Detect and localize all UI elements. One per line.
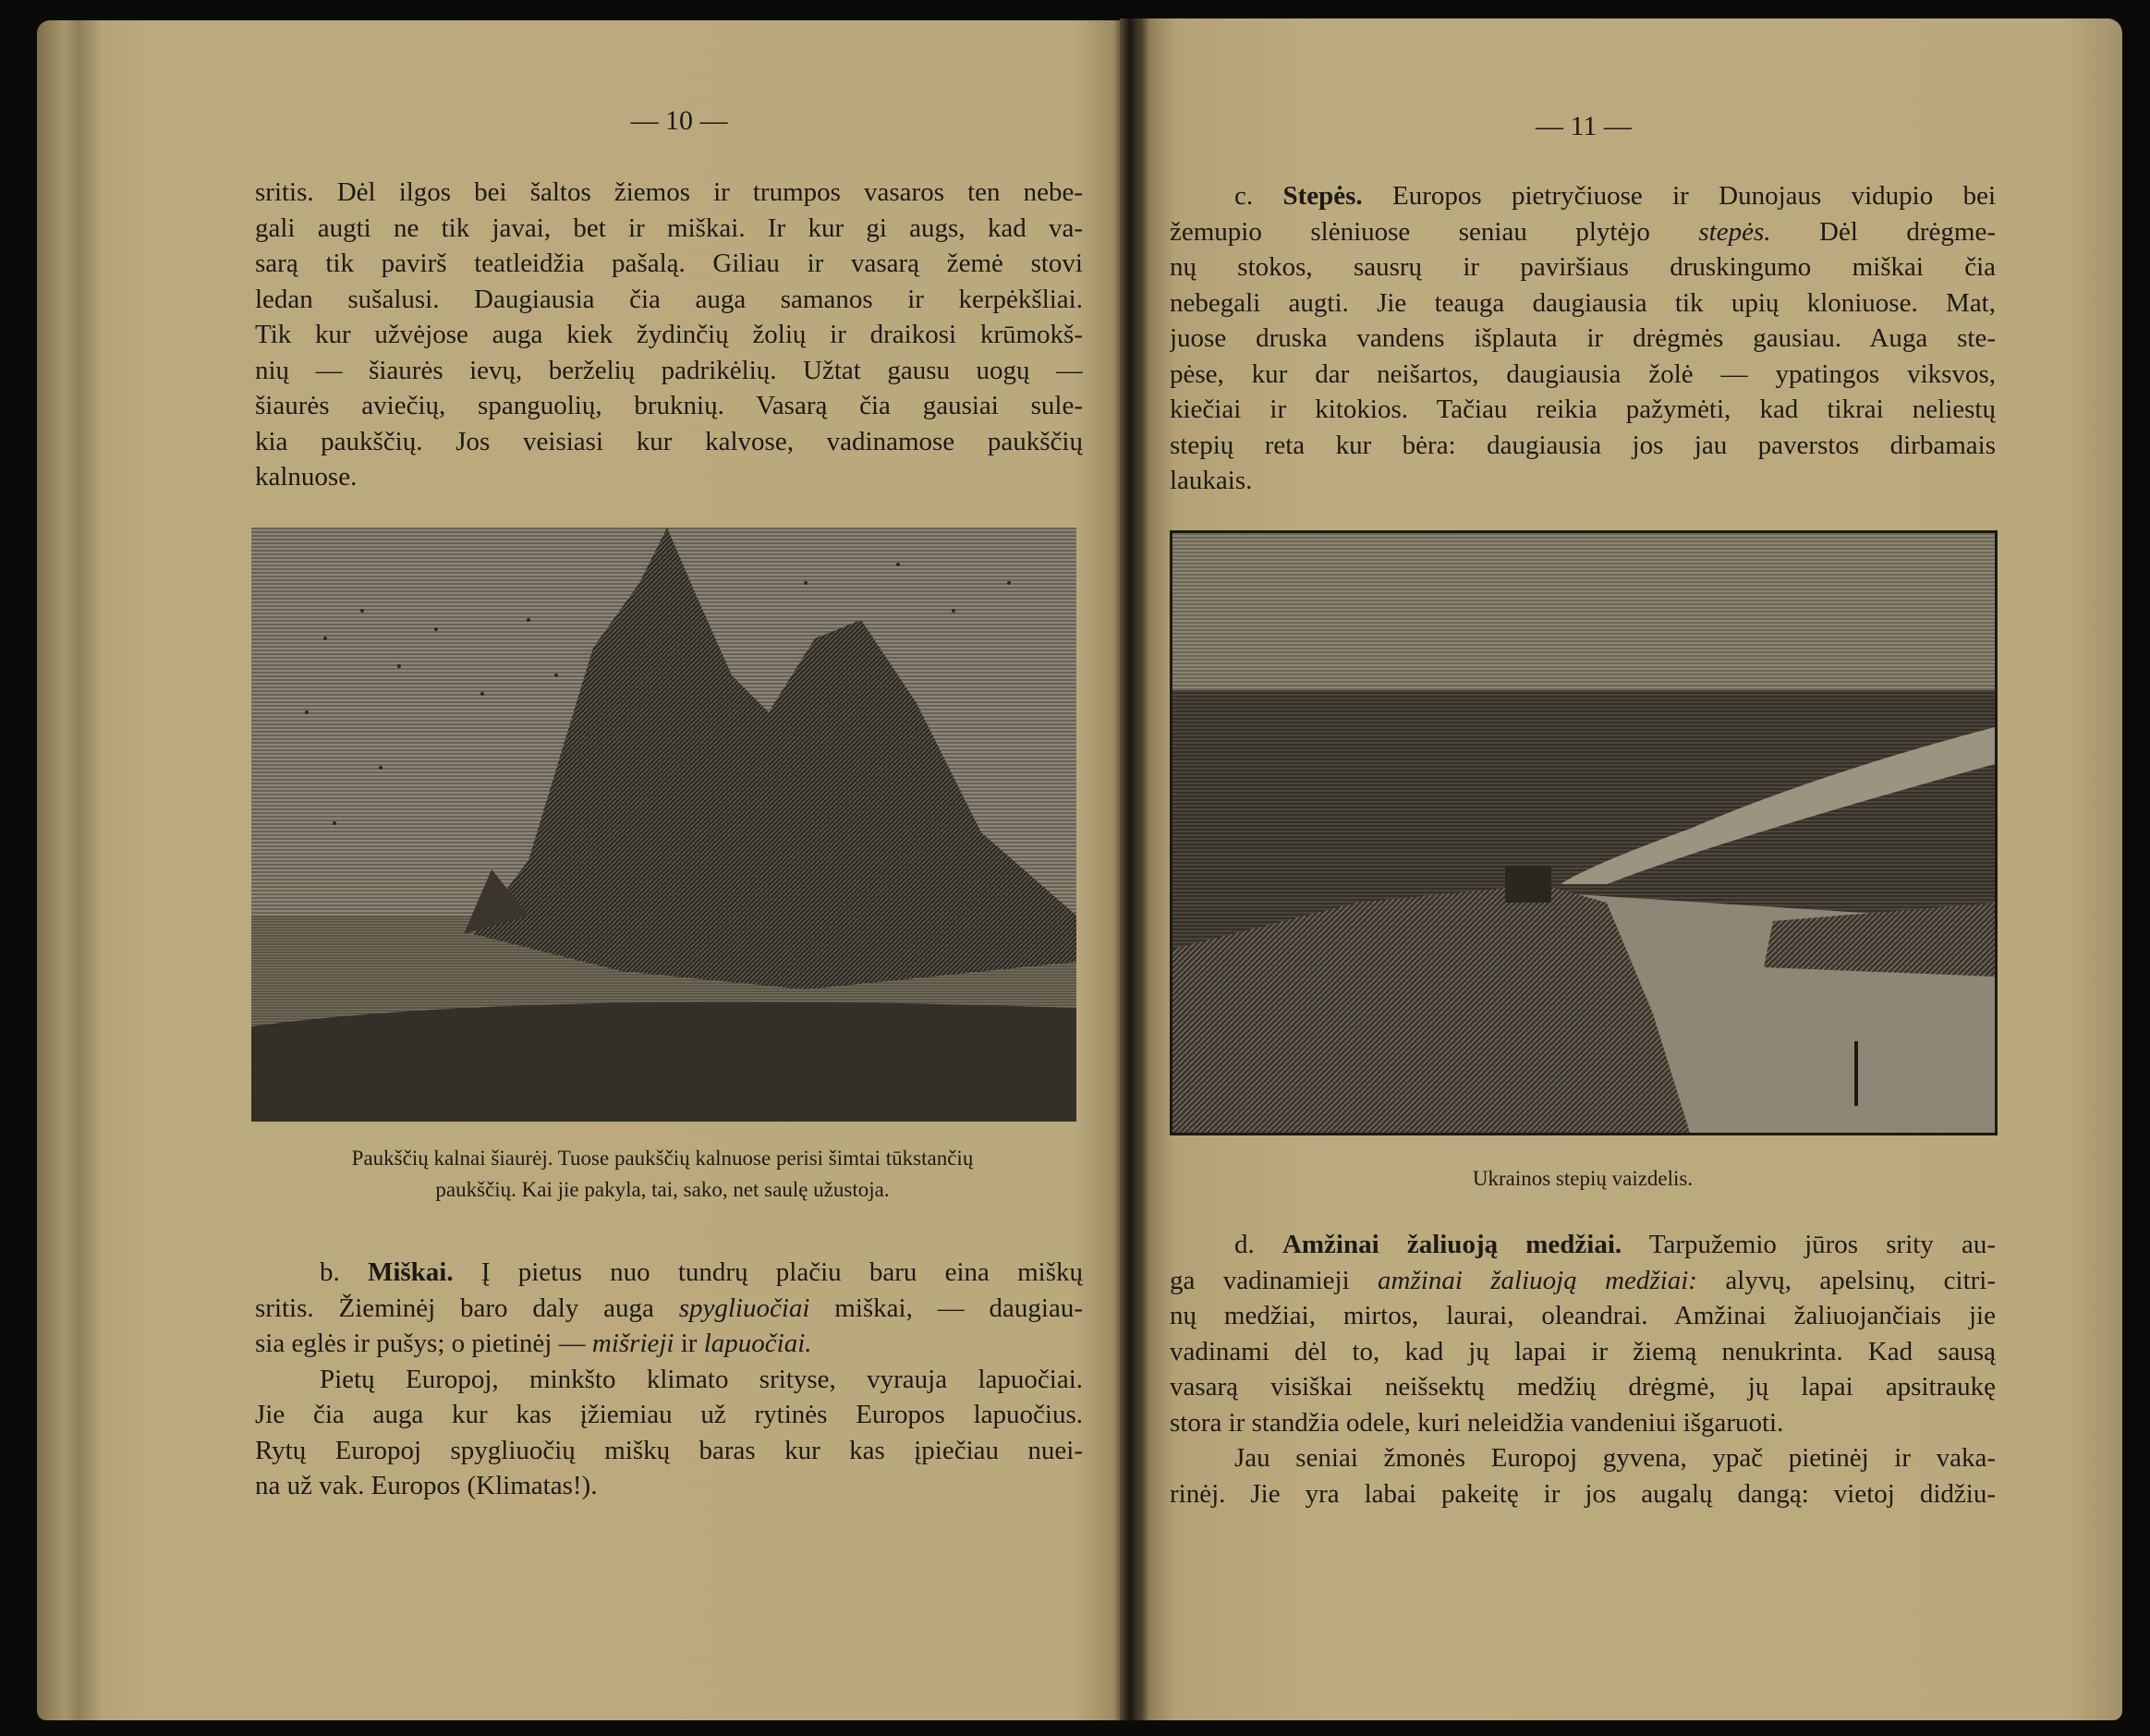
text-run: sritis. Žieminėj baro daly auga [255,1293,679,1323]
text-line [1170,1440,1996,1476]
text-run: Jie čia auga kur kas įžiemiau už rytinės Europos lapuočius. [255,1400,1083,1429]
text-line [255,1468,1083,1504]
right-top-section-stepes [1170,178,1996,499]
text-run: sarą tik pavirš teatleidžia pašalą. Giliau ir vasarą žemė stovi [255,249,1083,278]
text-line [1170,1369,1996,1405]
text-run: Tik kur užvėjose auga kiek žydinčių žolių ir draikosi krūmokš- [255,320,1083,349]
text-run: kia paukščių. Jos veisiasi kur kalvose, vadinamose paukščių [255,426,1083,456]
text-run: žemupio slėniuose seniau plytėjo [1170,216,1699,247]
text-line [255,282,1083,318]
ukraine-steppe-illustration [1170,530,1998,1135]
text-run: stora ir standžia odele, kuri neleidžia vandeniui išgaruoti. [1170,1407,1784,1438]
text-line [1170,249,1996,285]
text-run: Dėl drėgme- [1770,216,1996,247]
text-run: ledan sušalusi. Daugiausia čia auga samanos ir kerpėkšliai. [255,284,1083,314]
text-line [255,175,1083,211]
text-run: Rytų Europoj spygliuočių miškų baras kur kas įpiečiau nuei- [255,1435,1083,1465]
section-heading: Amžinai žaliuoją medžiai. [1281,1230,1622,1259]
caption-line: Ukrainos stepių vaizdelis. [1472,1167,1694,1190]
text-line [255,1255,1083,1291]
text-run: c. [1234,181,1283,211]
text-line [255,1291,1083,1327]
text-run: Pietų Europoj, minkšto klimato srityse, vyrauja lapuočiai. [320,1364,1083,1394]
text-run: pėse, kur dar neišartos, daugiausia žolė — ypatingos viksvos, [1170,358,1996,389]
text-line [1170,1476,1996,1512]
text-line [1170,463,1996,499]
text-line [1170,392,1996,428]
text-line [255,388,1083,424]
left-top-paragraph [255,175,1083,495]
page-number-left: — 10 — [630,105,728,136]
text-line [255,353,1083,389]
text-run: vadinami dėl to, kad jų lapai ir žiemą nenukrinta. Kad sausą [1170,1336,1996,1366]
text-run: nių — šiaurės ievų, berželių padrikėlių. Užtat gausu uogų — [255,355,1083,385]
text-line [1170,1334,1996,1370]
text-run: rinėj. Jie yra labai pakeitę ir jos augalų dangą: vietoj didžiu- [1170,1478,1996,1509]
text-run: Tarpužemio jūros srity au- [1622,1230,1996,1259]
text-line [255,424,1083,460]
text-line [255,317,1083,353]
text-run: nų medžiai, mirtos, laurai, oleandrai. Amžinai žaliuojančiais jie [1170,1301,1996,1330]
text-line [1170,214,1996,250]
text-run: Jau seniai žmonės Europoj gyvena, ypač pietinėj ir vaka- [1234,1443,1996,1473]
text-run: nebegali augti. Jie teauga daugiausia tik upių kloniuose. Mat, [1170,287,1996,318]
text-line [255,1433,1083,1469]
text-line [1170,1405,1996,1441]
emphasized-term: spygliuočiai [678,1293,810,1323]
emphasized-term: mišrieji [591,1329,674,1358]
text-run: sritis. Dėl ilgos bei šaltos žiemos ir trumpos vasaros ten nebe- [255,177,1083,207]
text-run: alyvų, apelsinų, citri- [1696,1265,1996,1295]
text-line [1170,357,1996,393]
text-run: kalnuose. [255,462,358,492]
text-run: ir [674,1329,704,1358]
text-line [255,1397,1083,1433]
section-heading: Miškai. [367,1257,454,1287]
text-line [255,211,1083,247]
right-bottom-section-amzinai-zaliuoja [1170,1227,1996,1511]
text-line [255,246,1083,282]
text-line [1170,178,1996,214]
caption-line: paukščių. Kai jie pakyla, tai, sako, net saulę užustoja. [435,1178,890,1201]
section-heading: Stepės. [1282,181,1363,211]
text-line [255,459,1083,495]
bird-mountains-illustration [251,528,1076,1122]
left-bottom-section-miskai [255,1255,1083,1504]
text-run: Europos pietryčiuose ir Dunojaus vidupio bei [1362,181,1996,211]
text-run: juose druska vandens išplauta ir drėgmės gausiau. Auga ste- [1170,323,1996,353]
text-run: stepių reta kur bėra: daugiausia jos jau paverstos dirbamais [1170,430,1996,460]
emphasized-term: lapuočiai. [703,1329,812,1358]
text-run: sia eglės ir pušys; o pietinėj — [255,1329,592,1358]
text-run: na už vak. Europos (Klimatas!). [255,1471,598,1500]
left-figure-caption [242,1143,1083,1206]
text-run: ga vadinamieji [1170,1265,1379,1295]
text-run: kiečiai ir kitokios. Tačiau reikia pažymėti, kad tikrai neliestų [1170,395,1996,424]
text-line [1170,1227,1996,1263]
text-line [1170,1263,1996,1299]
emphasized-term: amžinai žaliuoją medžiai: [1378,1265,1697,1295]
text-line [1170,321,1996,357]
text-run: laukais. [1170,466,1253,495]
text-run: šiaurės aviečių, spanguolių, bruknių. Vasarą čia gausiai sule- [255,391,1083,420]
text-line [1170,285,1996,322]
emphasized-term: stepės. [1698,216,1771,247]
text-run: b. [320,1257,368,1287]
text-run: Į pietus nuo tundrų plačiu baru eina miškų [453,1257,1083,1287]
page-number-right: — 11 — [1536,111,1632,141]
text-line [1170,1298,1996,1334]
text-run: nų stokos, sausrų ir paviršiaus druskingumo miškai čia [1170,252,1996,282]
text-run: d. [1234,1230,1282,1259]
text-run: gali augti ne tik javai, bet ir miškai. Ir kur gi augs, kad va- [255,212,1083,243]
text-run: vasarą visiškai neišsektų medžių drėgmė, jų lapai apsitraukę [1170,1372,1996,1402]
book-gutter [1120,18,1140,1720]
text-line [255,1362,1083,1398]
caption-line: Paukščių kalnai šiaurėj. Tuose paukščių kalnuose perisi šimtai tūkstančių [351,1147,974,1170]
text-run: miškai, — daugiau- [809,1293,1083,1323]
text-line [255,1326,1083,1362]
text-line [1170,428,1996,464]
right-figure-caption [1170,1163,1996,1195]
